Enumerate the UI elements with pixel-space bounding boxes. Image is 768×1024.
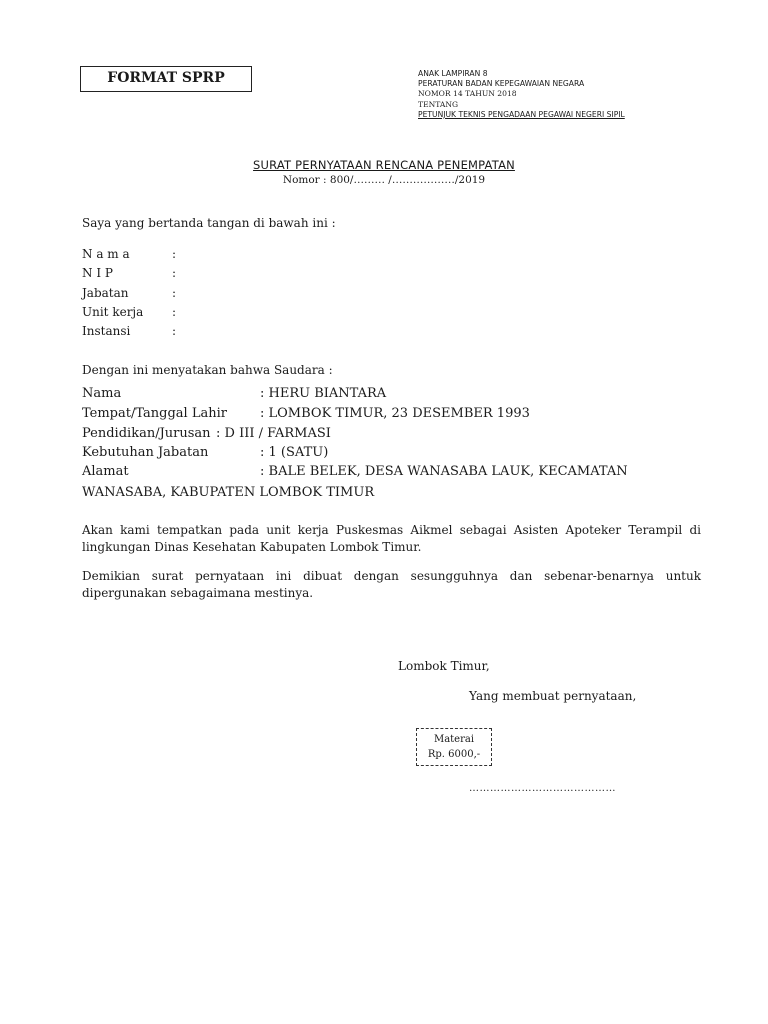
signer-field-label: N a m a [82, 247, 130, 261]
stamp-amount: Rp. 6000,- [427, 749, 481, 760]
place-date: Lombok Timur, [398, 659, 490, 673]
subject-field-value: : LOMBOK TIMUR, 23 DESEMBER 1993 [260, 406, 530, 421]
signer-field-separator: : [172, 324, 177, 338]
signer-field-separator: : [172, 305, 177, 319]
stamp-label: Materai [433, 734, 475, 745]
reference-line: ANAK LAMPIRAN 8 [418, 69, 488, 78]
reference-line: NOMOR 14 TAHUN 2018 [418, 89, 517, 99]
signer-field-label: Instansi [82, 324, 131, 338]
signer-field-label: Jabatan [82, 286, 129, 300]
duty-stamp-box [416, 728, 492, 766]
document-title: SURAT PERNYATAAN RENCANA PENEMPATAN [253, 158, 515, 172]
subject-field-label: Alamat [82, 464, 129, 479]
subject-field-label: Nama [82, 386, 122, 401]
reference-block [418, 69, 625, 120]
subject-field-label: Tempat/Tanggal Lahir [82, 406, 227, 421]
reference-line: PERATURAN BADAN KEPEGAWAIAN NEGARA [418, 79, 585, 89]
document-number: Nomor : 800/……… /………………/2019 [282, 174, 486, 186]
signer-field-separator: : [172, 247, 177, 261]
subject-field-value: : D III / FARMASI [216, 426, 331, 441]
signer-field-label: Unit kerja [82, 305, 144, 319]
placement-paragraph: Akan kami tempatkan pada unit kerja Puskesmas Aikmel sebagai Asisten Apoteker Terampil di lingkungan Dinas Kesehatan Kabupaten Lombok Timur. [82, 523, 701, 554]
declaration-intro: Dengan ini menyatakan bahwa Saudara : [82, 363, 333, 377]
intro-text: Saya yang bertanda tangan di bawah ini : [82, 216, 336, 230]
closing-paragraph: Demikian surat pernyataan ini dibuat dengan sesungguhnya dan sebenar-benarnya untuk dipergunakan sebagaimana mestinya. [82, 569, 701, 600]
subject-field-value: : HERU BIANTARA [260, 386, 387, 401]
reference-line: PETUNJUK TEKNIS PENGADAAN PEGAWAI NEGERI SIPIL [418, 109, 625, 119]
signer-field-label: N I P [82, 266, 113, 280]
subject-field-label: Pendidikan/Jurusan [82, 426, 211, 441]
signer-caption: Yang membuat pernyataan, [469, 689, 637, 703]
subject-field-value: : BALE BELEK, DESA WANASABA LAUK, KECAMATAN [260, 464, 628, 479]
subject-field-value: : 1 (SATU) [260, 445, 329, 460]
subject-field-label: Kebutuhan Jabatan [82, 445, 209, 460]
signature-line: …………………………………… [469, 783, 616, 794]
signer-field-separator: : [172, 266, 177, 280]
address-continuation: WANASABA, KABUPATEN LOMBOK TIMUR [82, 485, 375, 500]
format-label-box: FORMAT SPRP [80, 66, 252, 92]
signer-field-separator: : [172, 286, 177, 300]
reference-line: TENTANG [418, 99, 459, 109]
